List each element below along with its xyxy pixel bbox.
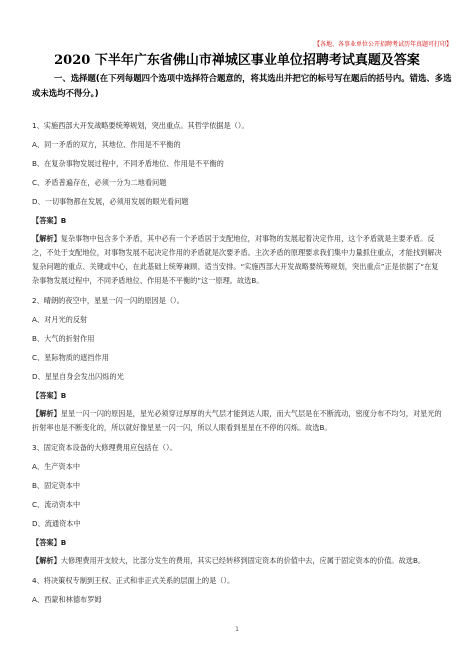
section-instructions: [32, 71, 452, 101]
question-3-explanation: [32, 554, 444, 568]
question-3-explanation-text: 大修理费用开支较大，比部分发生的费用，其实已经转移到固定资本的价值中去，应属于固定资本的价值。故选B。: [60, 556, 426, 565]
question-1-stem: 1、实施西部大开发战略要统筹规划，突出重点。其哲学依据是（）。: [32, 121, 249, 130]
question-3-option-c: C、流动资本中: [32, 500, 81, 509]
question-1-explanation: [32, 232, 444, 288]
question-1-option-c: C、矛盾普遍存在，必须一分为二地看问题: [32, 178, 167, 187]
question-2-option-b: B、大气的折射作用: [32, 334, 95, 343]
question-1-answer: 【答案】B: [32, 216, 67, 225]
question-2-explanation-text: 星星一闪一闪的原因是，星光必须穿过厚厚的大气层才能到达人眼，而大气层是在不断流动，密度分布不均匀，对星光的折射率也是不断变化的，所以就好像星星一闪一闪，所以人眼看到星星在不停的闪烁。故选B。: [32, 409, 442, 432]
question-3-answer: 【答案】B: [32, 538, 67, 547]
question-3-option-d: D、流通资本中: [32, 519, 81, 528]
question-1-explanation-text: 复杂事物中包含多个矛盾，其中必有一个矛盾居于支配地位，对事物的发展起着决定作用，这个矛盾就是主要矛盾。反之，不处于支配地位，对事物发展不起决定作用的矛盾就是次要矛盾。主次矛盾的原理要求我们集中力量抓住重点，才能找到解决复杂问题的重点、关键或中心，在此基础上统筹兼顾、适当安排。“实施西部大开发战略要统筹规划，突出重点”正是依据了“在复杂事物发展过程中，不同矛盾地位、作用是不平衡的”这一原理。故选B。: [32, 234, 442, 285]
page-number: 1: [235, 626, 239, 633]
question-1-explanation-tag: 【解析】: [32, 234, 61, 243]
question-2-answer: 【答案】B: [32, 391, 67, 400]
section-instructions-text: 一、选择题(在下列每题四个选项中选择符合题意的，将其选出并把它的标号写在题后的括号内。错选、多选或未选均不得分。): [32, 73, 452, 98]
question-3-option-a: A、生产资本中: [32, 462, 81, 471]
question-1-option-d: D、一切事物都在发展，必须用发展的眼光看问题: [32, 197, 189, 206]
question-3-stem: 3、固定资本设备的大修理费用应包括在（）。: [32, 443, 177, 452]
question-2-option-d: D、星星自身会发出闪烁的光: [32, 372, 124, 381]
question-1-option-a: A、同一矛盾的双方，其地位、作用是不平衡的: [32, 140, 181, 149]
question-2-stem: 2、晴朗的夜空中，星星一闪一闪的原因是（）。: [32, 296, 184, 305]
question-list: [32, 116, 444, 609]
question-2-option-a: A、对月光的反射: [32, 315, 88, 324]
question-3-option-b: B、固定资本中: [32, 481, 81, 490]
question-2-explanation: [32, 407, 444, 435]
page-title: 2020 下半年广东省佛山市禅城区事业单位招聘考试真题及答案: [54, 53, 420, 68]
question-2-option-c: C、星际物质的遮挡作用: [32, 353, 109, 362]
question-3-explanation-tag: 【解析】: [32, 556, 61, 565]
question-1-option-b: B、在复杂事物发展过程中，不同矛盾地位、作用是不平衡的: [32, 159, 224, 168]
question-2-explanation-tag: 【解析】: [32, 409, 61, 418]
question-4-option-a: A、西蒙和林德布罗姆: [32, 595, 102, 604]
top-notice: 【各地、各事业单位公开招聘考试历年真题可打印】: [313, 41, 452, 48]
question-4-stem: 4、将决策权专制到王权、正式和非正式关系的层面上的是（）。: [32, 576, 235, 585]
